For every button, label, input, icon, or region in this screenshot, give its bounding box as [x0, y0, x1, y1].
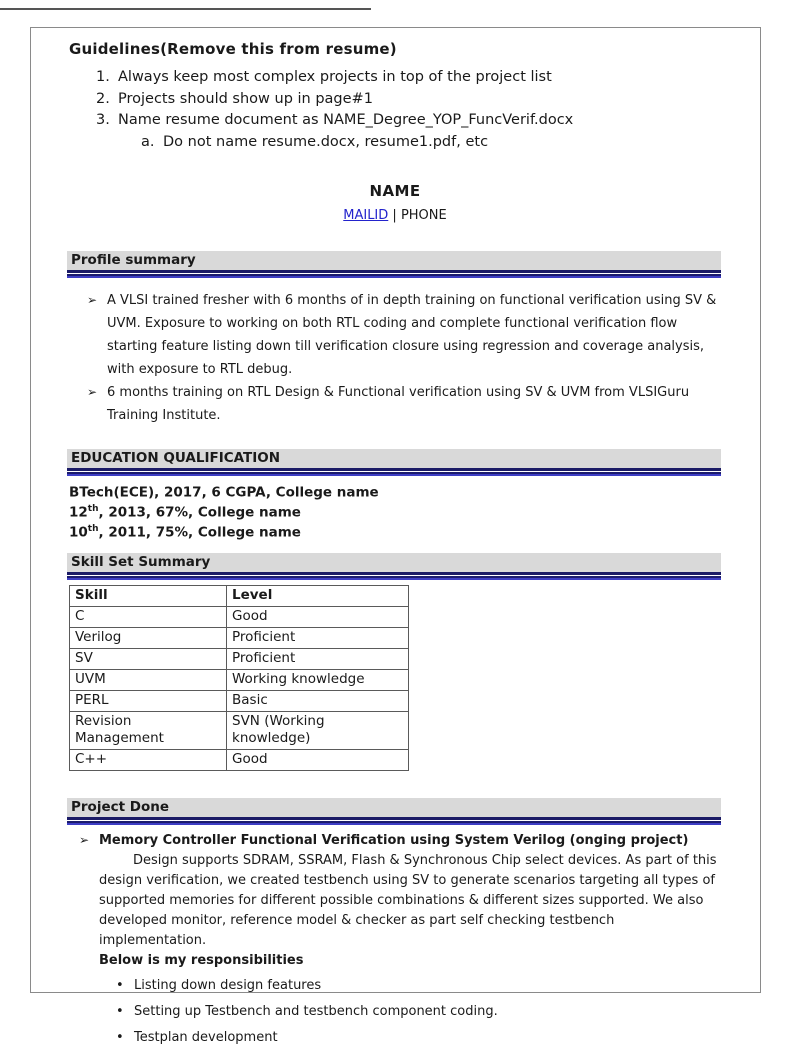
responsibilities-list — [69, 973, 721, 1051]
level-cell: Good — [227, 750, 409, 771]
guideline-text: Projects should show up in page#1 — [118, 90, 373, 107]
guideline-text: Name resume document as NAME_Degree_YOP_FuncVerif.docx — [118, 112, 574, 128]
contact-line — [69, 208, 721, 223]
section-divider — [67, 274, 721, 278]
section-header-skills: Skill Set Summary — [67, 553, 721, 575]
contact-separator: | — [388, 208, 401, 223]
project-description: Design supports SDRAM, SSRAM, Flash & Synchronous Chip select devices. As part of this design verification, we created testbench using SV to generate scenarios targeting all types of supported memories for different possible combinations & different sizes supported. We also developed monitor, reference model & checker as part self checking testbench implementation. — [99, 853, 717, 948]
list-item — [69, 973, 721, 999]
responsibility-text: Listing down design features — [134, 978, 322, 993]
dot-bullet-icon: • — [116, 978, 124, 993]
table-row — [70, 607, 409, 628]
guideline-number: 2. — [96, 90, 110, 107]
list-item — [69, 999, 721, 1025]
guideline-item-3 — [69, 110, 721, 132]
guideline-item-1 — [69, 67, 721, 89]
section-profile-summary — [69, 251, 721, 278]
section-skills — [69, 553, 721, 580]
list-item — [69, 1025, 721, 1051]
education-line-2: 12th, 2013, 67%, College name — [69, 504, 301, 521]
profile-bullet-text: A VLSI trained fresher with 6 months of in depth training on functional verification using SV & UVM. Exposure to working on both RTL coding and complete functional verification flow starting feature listing down till verification closure using regression and coverage analysis, with exposure to RTL debug. — [107, 293, 717, 377]
skill-cell: C++ — [70, 750, 227, 771]
skill-table-header-row — [70, 586, 409, 607]
section-education — [69, 449, 721, 476]
profile-bullet-text: 6 months training on RTL Design & Functional verification using SV & UVM from VLSIGuru Training Institute. — [107, 385, 690, 423]
skill-cell: C — [70, 607, 227, 628]
skill-table — [69, 585, 409, 771]
guideline-text: Always keep most complex projects in top of the project list — [118, 69, 552, 85]
responsibilities-heading: Below is my responsibilities — [99, 953, 304, 968]
candidate-name: NAME — [369, 182, 421, 200]
level-cell: Proficient — [227, 628, 409, 649]
table-row — [70, 628, 409, 649]
guidelines-title: Guidelines(Remove this from resume) — [69, 40, 397, 58]
table-row — [70, 670, 409, 691]
section-header-profile-summary: Profile summary — [67, 251, 721, 273]
guideline-number: 3. — [96, 112, 110, 128]
arrow-bullet-icon: ➢ — [79, 833, 90, 847]
skill-cell: Verilog — [70, 628, 227, 649]
profile-bullet-1 — [69, 289, 721, 381]
skill-cell: PERL — [70, 691, 227, 712]
level-cell: Proficient — [227, 649, 409, 670]
guideline-subitem-a — [69, 132, 721, 154]
section-projects — [69, 798, 721, 825]
phone-text: PHONE — [400, 208, 447, 223]
level-cell: SVN (Working knowledge) — [227, 712, 409, 750]
skill-cell: UVM — [70, 670, 227, 691]
guideline-text: Do not name resume.docx, resume1.pdf, etc — [163, 133, 489, 150]
project-block — [69, 833, 721, 1051]
education-lines — [69, 481, 721, 541]
level-column-header: Level — [227, 586, 409, 607]
dot-bullet-icon: • — [116, 1030, 124, 1045]
table-row — [70, 712, 409, 750]
level-cell: Good — [227, 607, 409, 628]
profile-bullet-list — [69, 289, 721, 427]
profile-bullet-2 — [69, 381, 721, 427]
education-line-3: 10th, 2011, 75%, College name — [69, 524, 301, 541]
skill-cell: SV — [70, 649, 227, 670]
level-cell: Basic — [227, 691, 409, 712]
project-title: Memory Controller Functional Verification using System Verilog (onging project) — [99, 833, 689, 848]
section-divider — [67, 576, 721, 580]
section-header-education: EDUCATION QUALIFICATION — [67, 449, 721, 471]
guideline-number: 1. — [96, 69, 110, 85]
table-row — [70, 750, 409, 771]
dot-bullet-icon: • — [116, 1004, 124, 1019]
section-header-projects: Project Done — [67, 798, 721, 820]
arrow-bullet-icon: ➢ — [87, 293, 98, 307]
skill-cell: Revision Management — [70, 712, 227, 750]
mail-link[interactable]: MAILID — [343, 208, 389, 223]
education-line-1: BTech(ECE), 2017, 6 CGPA, College name — [69, 484, 379, 501]
table-row — [70, 691, 409, 712]
top-edge-line — [0, 8, 371, 10]
responsibility-text: Setting up Testbench and testbench component coding. — [134, 1004, 498, 1019]
guideline-item-2 — [69, 89, 721, 111]
table-row — [70, 649, 409, 670]
level-cell: Working knowledge — [227, 670, 409, 691]
guidelines-list — [69, 67, 721, 153]
section-divider — [67, 472, 721, 476]
arrow-bullet-icon: ➢ — [87, 385, 98, 399]
responsibility-text: Testplan development — [134, 1030, 278, 1045]
guideline-number: a. — [141, 133, 155, 150]
project-title-row — [69, 833, 721, 848]
resume-page — [30, 27, 761, 1045]
section-divider — [67, 821, 721, 825]
skill-column-header: Skill — [70, 586, 227, 607]
